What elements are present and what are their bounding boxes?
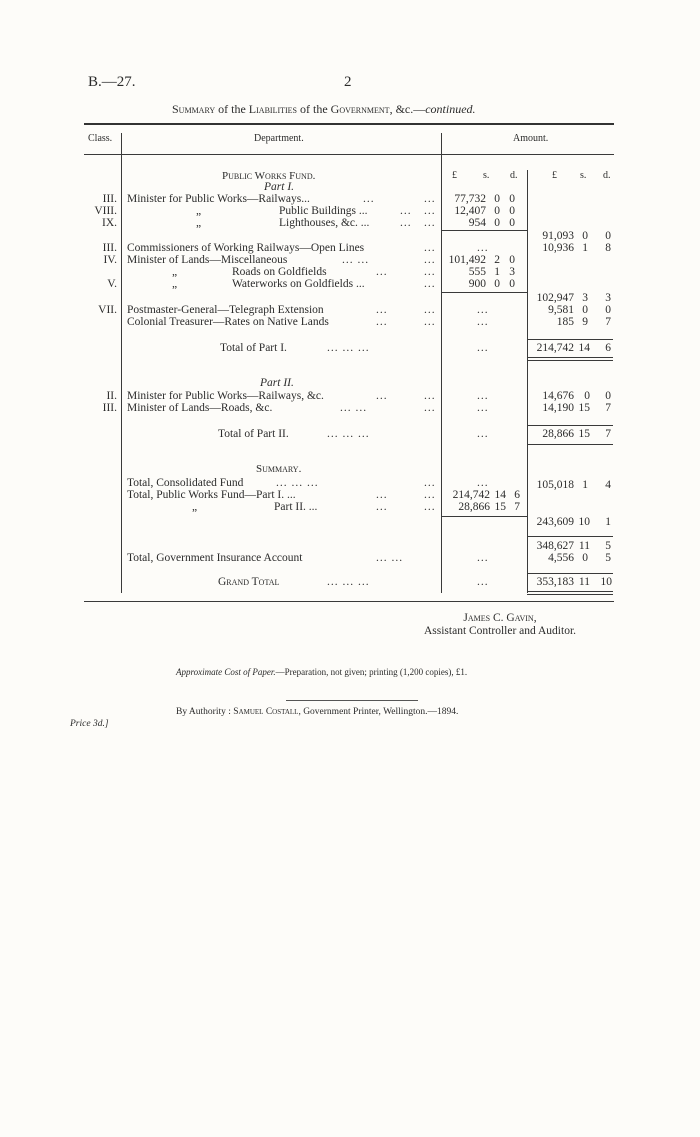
part1-title: Part I. [264,181,295,193]
row2-class: VIII. [94,205,117,217]
row1-pence: 0 [509,193,515,205]
summary-pw1-dots: ... [376,489,388,501]
part2-row2-pence: 7 [605,402,611,414]
summary-pw2-dots: ... [376,501,388,513]
document-code: B.—27. [88,74,136,90]
commissioners-pounds: 10,936 [542,242,574,254]
shilling-header-2: s. [580,170,587,181]
colonial-department: Colonial Treasurer—Rates on Native Lands [127,316,329,328]
postmaster-shillings: 0 [582,304,588,316]
lands-row2-pounds: 555 [468,266,486,278]
row3-department: Lighthouses, &c. ... [279,217,370,229]
summary-pw2-lead: ... [424,501,436,513]
total-part1-rule-a [527,357,613,358]
colonial-shillings: 9 [582,316,588,328]
row2-department: Public Buildings ... [279,205,368,217]
colonial-lead: ... [424,316,436,328]
row2-pounds: 12,407 [454,205,486,217]
part2-row1-department: Minister for Public Works—Railways, &c. [127,390,324,402]
summary-pw2-pence: 7 [514,501,520,513]
lands-row3-pence: 0 [509,278,515,290]
row1-dots: ... [363,193,375,205]
authority-printer: Samuel Costall [233,707,299,717]
signature-title: Assistant Controller and Auditor. [423,625,577,637]
total-part1-dots: ... ... ... [327,342,370,354]
total-part2-bottom-rule [527,444,613,445]
lands-row3-pounds: 900 [468,278,486,290]
total-part1-rule-b [527,360,613,361]
summary-consolidated-lead: ... [424,477,436,489]
total-part2-mid: ... [477,428,489,440]
lands-row1-shillings: 2 [494,254,500,266]
price-note: Price 3d.] [70,719,109,729]
row1-pounds: 77,732 [454,193,486,205]
part2-row1-pence: 0 [605,390,611,402]
part2-title: Part II. [260,377,294,389]
commissioners-mid: ... [477,242,489,254]
row1-lead: ... [424,193,436,205]
part2-row1-pounds: 14,676 [542,390,574,402]
total-part2-dots: ... ... ... [327,428,370,440]
lands-row1-department: Minister of Lands—Miscellaneous [127,254,288,266]
part2-row2-shillings: 15 [578,402,590,414]
shilling-header-1: s. [483,170,490,181]
subtotal2-shillings: 3 [582,292,588,304]
caption-of-the-2: of the [300,102,328,116]
summary-pw1-pence: 6 [514,489,520,501]
caption-of-the: of the [218,102,246,116]
colonial-pounds: 185 [556,316,574,328]
part2-row2-dots: ... ... [340,402,368,414]
subtotal2-pence: 3 [605,292,611,304]
lands-row3-lead: ... [424,278,436,290]
summary-consolidated-pence: 4 [605,479,611,491]
summary-consolidated-dots: ... ... ... [276,477,319,489]
pound-header-2: £ [552,170,557,181]
commissioners-shillings: 1 [582,242,588,254]
subtotal3-shillings: 10 [578,516,590,528]
summary-consolidated-label: Total, Consolidated Fund [127,477,244,489]
row2-shillings: 0 [494,205,500,217]
summary-insurance-pounds: 4,556 [548,552,574,564]
summary-pw2-label: Part II. ... [274,501,318,513]
lands-row1-dots: ... ... [342,254,370,266]
total-part1-mid: ... [477,342,489,354]
part2-row1-mid: ... [477,390,489,402]
lands-row1-pounds: 101,492 [448,254,486,266]
lands-row2-dots: ... [376,266,388,278]
grand-total-rule-b [527,594,613,595]
caption-government: Government [330,102,390,116]
lands-row1-pence: 0 [509,254,515,266]
lands-row3-ditto: „ [172,278,178,290]
authority-suffix: , Government Printer, Wellington.—1894. [298,707,459,717]
summary-title: Summary. [256,463,302,475]
part2-row2-mid: ... [477,402,489,414]
summary-insurance-shillings: 0 [582,552,588,564]
subtotal1-pence: 0 [605,230,611,242]
grand-total-shillings: 11 [578,576,590,588]
summary-pw1-label: Total, Public Works Fund—Part I. ... [127,489,296,501]
pound-header-1: £ [452,170,457,181]
department-header: Department. [254,133,304,144]
grand-total-pence: 10 [600,576,612,588]
row2-dots: ... [400,205,412,217]
table-caption [172,103,476,116]
row3-shillings: 0 [494,217,500,229]
page-number: 2 [344,74,352,90]
part2-row1-dots: ... [376,390,388,402]
total-part2-top-rule [527,425,613,426]
caption-summary: Summary [172,102,216,116]
caption-liabilities: Liabilities [248,102,298,116]
summary-insurance-mid: ... [477,552,489,564]
subtotal3-pence: 1 [605,516,611,528]
total-part1-label: Total of Part I. [220,342,287,354]
lands-row2-lead: ... [424,266,436,278]
part2-row2-lead: ... [424,402,436,414]
lands-row2-department: Roads on Goldfields [232,266,327,278]
authority-prefix: By Authority : [176,707,231,717]
lands-row1-lead: ... [424,254,436,266]
row3-dots: ... [400,217,412,229]
subtotal1-pounds: 91,093 [542,230,574,242]
subtotal1-shillings: 0 [582,230,588,242]
signature-name: James C. Gavin, [463,612,537,624]
postmaster-pounds: 9,581 [548,304,574,316]
summary-insurance-label: Total, Government Insurance Account [127,552,303,564]
paper-cost-label: Approximate Cost of Paper. [176,667,276,677]
total-part2-label: Total of Part II. [218,428,289,440]
lands-row2-shillings: 1 [494,266,500,278]
summary-consolidated-shillings: 1 [582,479,588,491]
row1-department: Minister for Public Works—Railways... [127,193,310,205]
total-part1-shillings: 14 [578,342,590,354]
row2-pence: 0 [509,205,515,217]
lands-row1-class: IV. [103,254,117,266]
header-bottom-rule [84,154,614,155]
subtotal2-pounds: 102,947 [536,292,574,304]
authority-rule [286,700,418,701]
row3-class: IX. [101,217,117,229]
pence-header-1: d. [510,170,518,181]
grand-total-pounds: 353,183 [536,576,574,588]
paper-cost-text: —Preparation, not given; printing (1,200 copies), £1. [275,667,468,677]
caption-tail: , &c.— [389,102,426,116]
row3-pounds: 954 [468,217,486,229]
total-part2-pence: 7 [605,428,611,440]
class-header: Class. [88,133,113,144]
row3-ditto: „ [196,217,202,229]
row2-lead: ... [424,205,436,217]
paper-cost-note [176,666,467,678]
summary-pw2-shillings: 15 [494,501,506,513]
total-part1-pence: 6 [605,342,611,354]
colonial-mid: ... [477,316,489,328]
class-column-divider [121,133,122,593]
table-bottom-rule [84,601,614,602]
fund-title: Public Works Fund. [222,170,316,182]
row1-class: III. [102,193,117,205]
part2-row1-class: II. [106,390,117,402]
total-part2-shillings: 15 [578,428,590,440]
subtotal1-rule [441,230,527,231]
part2-row1-lead: ... [424,390,436,402]
part2-row2-department: Minister of Lands—Roads, &c. [127,402,273,414]
total-part2-pounds: 28,866 [542,428,574,440]
summary-pw2-ditto: „ [192,501,198,513]
row3-lead: ... [424,217,436,229]
part2-row1-shillings: 0 [584,390,590,402]
commissioners-pence: 8 [605,242,611,254]
lands-row3-shillings: 0 [494,278,500,290]
lands-row3-department: Waterworks on Goldfields ... [232,278,365,290]
grand-total-top-rule [527,573,613,574]
caption-continued: continued. [425,102,476,116]
postmaster-mid: ... [477,304,489,316]
summary-consolidated-mid: ... [477,477,489,489]
summary-consolidated-pounds: 105,018 [536,479,574,491]
row1-shillings: 0 [494,193,500,205]
postmaster-department: Postmaster-General—Telegraph Extension [127,304,324,316]
subtotal4-rule [527,536,613,537]
department-column-divider [441,133,442,593]
summary-pw1-shillings: 14 [494,489,506,501]
postmaster-dots: ... [376,304,388,316]
part2-row2-pounds: 14,190 [542,402,574,414]
colonial-dots: ... [376,316,388,328]
summary-pw1-pounds: 214,742 [452,489,490,501]
subtotal4-pence: 5 [605,540,611,552]
authority-line [176,706,458,718]
summary-pw1-lead: ... [424,489,436,501]
lands-row3-class: V. [107,278,117,290]
grand-total-mid: ... [477,576,489,588]
summary-insurance-pence: 5 [605,552,611,564]
row3-pence: 0 [509,217,515,229]
lands-row2-pence: 3 [509,266,515,278]
commissioners-lead: ... [424,242,436,254]
grand-total-label: Grand Total [218,576,280,588]
amount-header: Amount. [513,133,549,144]
pence-header-2: d. [603,170,611,181]
subtotal3-pounds: 243,609 [536,516,574,528]
postmaster-class: VII. [98,304,117,316]
postmaster-lead: ... [424,304,436,316]
lands-row2-ditto: „ [172,266,178,278]
total-part1-pounds: 214,742 [536,342,574,354]
summary-pw2-pounds: 28,866 [458,501,490,513]
summary-insurance-dots: ... ... [376,552,404,564]
amount-inner-divider [527,170,528,593]
row2-ditto: „ [196,205,202,217]
postmaster-pence: 0 [605,304,611,316]
part2-row2-class: III. [102,402,117,414]
table-top-rule [84,123,614,125]
grand-total-rule-a [527,591,613,592]
subtotal4-shillings: 11 [578,540,590,552]
grand-total-dots: ... ... ... [327,576,370,588]
subtotal2-rule [441,292,527,293]
subtotal3-rule [441,516,527,517]
total-part1-top-rule [527,339,613,340]
commissioners-department: Commissioners of Working Railways—Open Lines [127,242,365,254]
colonial-pence: 7 [605,316,611,328]
subtotal4-pounds: 348,627 [536,540,574,552]
commissioners-class: III. [102,242,117,254]
